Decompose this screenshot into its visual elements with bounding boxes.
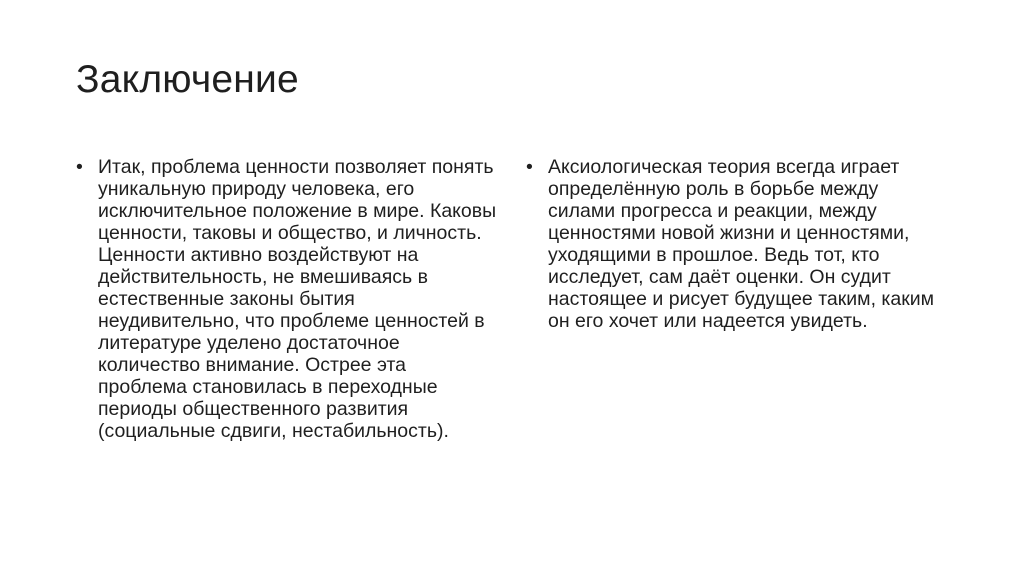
bullet-marker: • (526, 156, 533, 178)
bullet-text-right: Аксиологическая теория всегда играет определённую роль в борьбе между силами прогресса и реакции, между ценностями новой жизни и ценностями, уходящими в прошлое. Ведь тот, кто исследует, сам даёт оценки. Он судит настоящее и рисует будущее таким, каким он его хочет или надеется увидеть. (548, 156, 935, 332)
slide-title: Заключение (76, 58, 299, 101)
bullet-item-right (526, 156, 946, 332)
right-column (526, 156, 946, 332)
bullet-item-left (76, 156, 498, 442)
left-column (76, 156, 498, 442)
bullet-text-left: Итак, проблема ценности позволяет понять уникальную природу человека, его исключительное положение в мире. Каковы ценности, таковы и общество, и личность. Ценности активно воздействуют на действительность, не вмешиваясь в естественные законы бытия неудивительно, что проблеме ценностей в литературе уделено достаточное количество внимание. Острее эта проблема становилась в переходные периоды общественного развития (социальные сдвиги, нестабильность). (98, 156, 497, 442)
bullet-marker: • (76, 156, 83, 178)
